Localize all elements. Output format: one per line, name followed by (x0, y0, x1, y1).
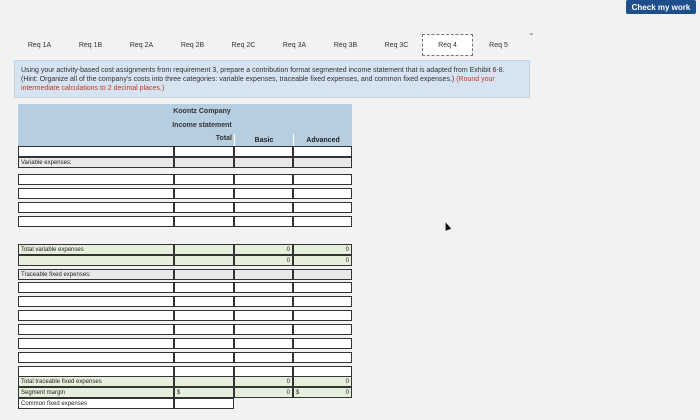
tab-req-2c[interactable]: Req 2C (231, 41, 256, 49)
traceable-fixed-header-row (18, 269, 352, 280)
total-cell[interactable] (174, 310, 234, 321)
advanced-cell[interactable] (293, 324, 352, 335)
chevron-down-icon[interactable]: ⌄ (528, 28, 535, 37)
advanced-cell (293, 387, 352, 398)
total-cell[interactable] (174, 174, 234, 185)
tab-req-1b[interactable]: Req 1B (78, 41, 103, 49)
total-cell (174, 387, 234, 398)
basic-cell[interactable] (234, 324, 293, 335)
table-row (18, 310, 352, 321)
table-row (18, 296, 352, 307)
total-cell[interactable] (174, 352, 234, 363)
instructions-text: Using your activity-based cost assignments from requirement 3, prepare a contribution format segmented income statement that is adapted from Exhibit 6-8. (Hint: Organize all of the company's costs into three categories: variable expenses, traceable fixed expenses, and common fixed expenses.) (21, 67, 505, 83)
advanced-cell[interactable] (293, 352, 352, 363)
advanced-cell (293, 269, 352, 280)
basic-cell: 0 (234, 376, 293, 387)
basic-cell[interactable] (234, 338, 293, 349)
label-cell[interactable] (18, 338, 174, 349)
instructions-panel (14, 60, 530, 98)
label-cell[interactable] (18, 324, 174, 335)
label-cell: Segment margin (18, 387, 174, 398)
check-my-work-button[interactable]: Check my work (626, 0, 696, 14)
segment-margin-row (18, 387, 352, 398)
column-header-basic: Basic (234, 134, 293, 146)
label-cell: Traceable fixed expenses: (18, 269, 174, 280)
label-cell[interactable] (18, 174, 174, 185)
income-statement-grid (18, 104, 352, 420)
total-cell[interactable] (174, 338, 234, 349)
label-cell[interactable] (18, 146, 174, 157)
tab-req-3a[interactable]: Req 3A (282, 41, 307, 49)
advanced-cell[interactable] (293, 188, 352, 199)
column-header-total: Total (215, 135, 232, 142)
tab-req-3b[interactable]: Req 3B (333, 41, 358, 49)
advanced-cell: 0 (293, 244, 352, 255)
table-row (18, 216, 352, 227)
total-cell (174, 269, 234, 280)
table-row (18, 255, 352, 266)
rounding-note: (Round your intermediate calculations to 2 decimal places.) (21, 76, 495, 92)
basic-cell[interactable] (234, 188, 293, 199)
table-row (18, 157, 352, 168)
tab-req-2a[interactable]: Req 2A (129, 41, 154, 49)
requirement-tabs (14, 34, 544, 56)
basic-cell[interactable] (234, 146, 293, 157)
label-cell[interactable] (18, 202, 174, 213)
total-cell[interactable] (174, 216, 234, 227)
total-cell[interactable] (174, 282, 234, 293)
label-cell[interactable] (18, 310, 174, 321)
label-cell (18, 255, 174, 266)
table-row (18, 146, 352, 157)
tab-req-2b[interactable]: Req 2B (180, 41, 205, 49)
advanced-cell[interactable] (293, 338, 352, 349)
statement-title: Income statement (172, 122, 232, 129)
label-cell[interactable] (18, 188, 174, 199)
table-row (18, 174, 352, 185)
total-variable-row (18, 244, 352, 255)
company-name: Koontz Company (173, 108, 231, 115)
mouse-cursor-icon (443, 221, 451, 231)
basic-cell[interactable] (234, 174, 293, 185)
label-cell[interactable] (18, 216, 174, 227)
table-row (18, 188, 352, 199)
table-row (18, 202, 352, 213)
basic-cell (234, 398, 293, 409)
tab-req-1a[interactable]: Req 1A (27, 41, 52, 49)
label-cell: Variable expenses: (18, 157, 174, 168)
common-fixed-row (18, 398, 352, 409)
dollar-sign: $ (177, 389, 181, 396)
column-header-advanced: Advanced (293, 134, 352, 146)
basic-cell (234, 269, 293, 280)
segment-margin-advanced-value: 0 (345, 389, 349, 396)
basic-cell[interactable] (234, 216, 293, 227)
advanced-cell[interactable] (293, 216, 352, 227)
table-row (18, 324, 352, 335)
label-cell[interactable] (18, 282, 174, 293)
advanced-cell (293, 157, 352, 168)
basic-cell[interactable] (234, 310, 293, 321)
advanced-cell: 0 (293, 376, 352, 387)
table-row (18, 338, 352, 349)
total-cell (174, 244, 234, 255)
label-cell: Total traceable fixed expenses (18, 376, 174, 387)
total-cell (174, 255, 234, 266)
total-cell[interactable] (174, 146, 234, 157)
total-cell[interactable] (174, 398, 234, 409)
basic-cell: 0 (234, 387, 293, 398)
total-cell[interactable] (174, 296, 234, 307)
total-cell (174, 376, 234, 387)
advanced-cell[interactable] (293, 310, 352, 321)
basic-cell[interactable] (234, 296, 293, 307)
basic-cell[interactable] (234, 282, 293, 293)
total-cell (174, 157, 234, 168)
advanced-cell[interactable] (293, 202, 352, 213)
label-cell[interactable] (18, 296, 174, 307)
advanced-cell[interactable] (293, 174, 352, 185)
total-cell[interactable] (174, 188, 234, 199)
advanced-cell (293, 398, 352, 409)
advanced-cell[interactable] (293, 282, 352, 293)
basic-cell: 0 (234, 255, 293, 266)
label-cell: Common fixed expenses (18, 398, 174, 409)
total-cell[interactable] (174, 324, 234, 335)
total-traceable-row (18, 376, 352, 387)
tab-req-5[interactable]: Req 5 (489, 41, 508, 49)
advanced-cell[interactable] (293, 296, 352, 307)
advanced-cell[interactable] (293, 146, 352, 157)
tab-req-3c[interactable]: Req 3C (384, 41, 409, 49)
label-cell[interactable] (18, 352, 174, 363)
tab-req-4[interactable]: Req 4 (422, 34, 473, 56)
label-cell: Total variable expenses (18, 244, 174, 255)
table-row (18, 282, 352, 293)
basic-cell[interactable] (234, 202, 293, 213)
total-cell[interactable] (174, 202, 234, 213)
dollar-sign: $ (296, 389, 300, 396)
table-row (18, 352, 352, 363)
basic-cell[interactable] (234, 352, 293, 363)
basic-cell (234, 157, 293, 168)
advanced-cell: 0 (293, 255, 352, 266)
basic-cell: 0 (234, 244, 293, 255)
